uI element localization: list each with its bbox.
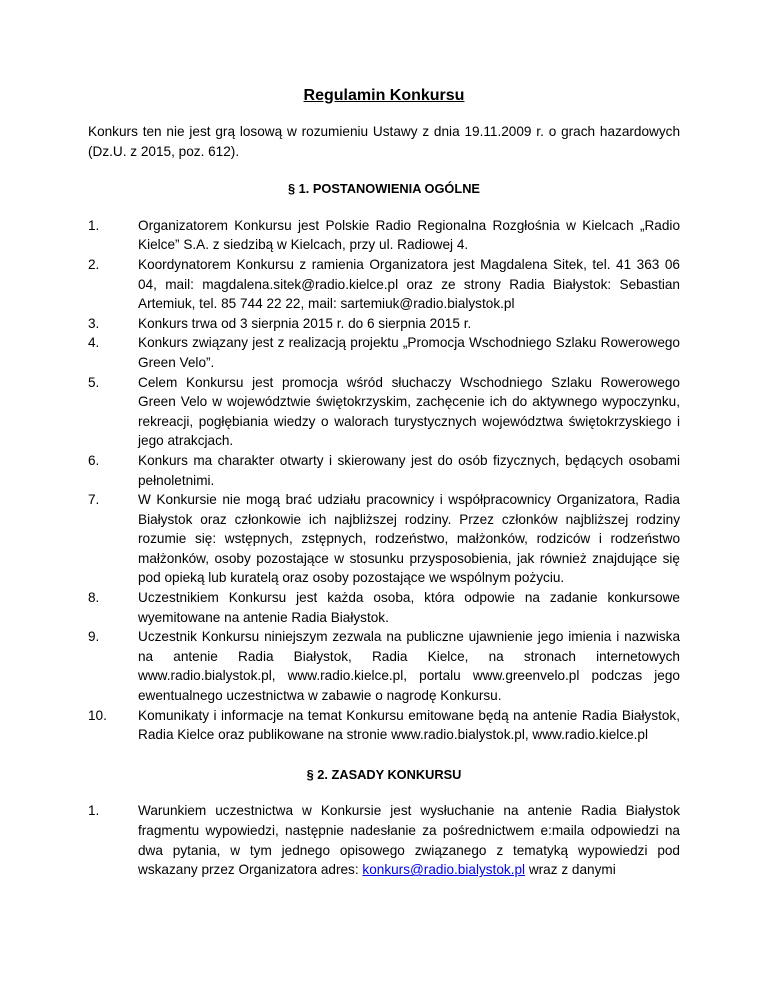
list-item <box>88 373 680 451</box>
item-text: Uczestnikiem Konkursu jest każda osoba, która odpowie na zadanie konkursowe wyemitowane na antenie Radia Białystok. <box>138 590 680 625</box>
item-text <box>138 801 680 879</box>
item-number: 7. <box>88 492 100 508</box>
contest-email-link[interactable]: konkurs@radio.bialystok.pl <box>362 862 526 878</box>
item-text-after-link: wraz z danymi <box>525 862 616 878</box>
item-number: 4. <box>88 335 100 351</box>
list-item <box>88 333 680 372</box>
item-number: 8. <box>88 590 100 606</box>
section-1-heading: § 1. POSTANOWIENIA OGÓLNE <box>288 181 480 197</box>
item-text: Konkurs związany jest z realizacją projektu „Promocja Wschodniego Szlaku Rowerowego Green Velo”. <box>138 335 680 370</box>
item-number: 10. <box>88 707 107 723</box>
item-text: W Konkursie nie mogą brać udziału pracownicy i współpracownicy Organizatora, Radia Białystok oraz członkowie ich najbliższej rodziny. Przez członków najbliższej rodziny rozumie się: wstępnych, zstępnych, rodzeństwo, małżonków, rodziców i rodzeństwo małżonków, osoby pozostające w stosunku przysposobienia, jak również znajdujące się pod opieką lub kuratelą oraz osoby pozostające we wspólnym pożyciu. <box>138 492 680 586</box>
item-number: 5. <box>88 374 100 390</box>
item-number: 9. <box>88 629 100 645</box>
item-number: 2. <box>88 256 100 272</box>
list-item <box>88 490 680 588</box>
item-text-before-link: Warunkiem uczestnictwa w Konkursie jest wysłuchanie na antenie Radia Białystok fragmentu wypowiedzi, następnie nadesłanie za pośrednictwem e:maila odpowiedzi na dwa pytania, w tym jednego opisowego związanego z tematyką wypowiedzi pod wskazany przez Organizatora adres: <box>138 803 680 878</box>
list-item <box>88 588 680 627</box>
item-text: Konkurs ma charakter otwarty i skierowany jest do osób fizycznych, będących osobami pełnoletnimi. <box>138 452 680 488</box>
item-number: 1. <box>88 217 100 233</box>
item-text: Konkurs trwa od 3 sierpnia 2015 r. do 6 sierpnia 2015 r. <box>138 315 472 331</box>
item-text: Organizatorem Konkursu jest Polskie Radio Regionalna Rozgłośnia w Kielcach „Radio Kielce” S.A. z siedzibą w Kielcach, przy ul. Radiowej 4. <box>138 217 680 253</box>
document-title: Regulamin Konkursu <box>303 87 465 104</box>
list-item <box>88 314 680 334</box>
item-number: 6. <box>88 452 100 468</box>
list-item <box>88 801 680 879</box>
item-text: Celem Konkursu jest promocja wśród słuchaczy Wschodniego Szlaku Rowerowego Green Velo w województwie świętokrzyskim, zachęcenie ich do aktywnego wypoczynku, rekreacji, pogłębiania wiedzy o walorach turystycznych województwa świętokrzyskiego i jego atrakcjach. <box>138 374 680 449</box>
list-item <box>88 216 680 255</box>
list-item <box>88 255 680 314</box>
intro-paragraph: Konkurs ten nie jest grą losową w rozumieniu Ustawy z dnia 19.11.2009 r. o grach hazardowych (Dz.U. z 2015, poz. 612). <box>88 124 680 159</box>
list-item <box>88 706 680 745</box>
list-item <box>88 627 680 705</box>
section-2-list <box>88 801 680 879</box>
item-text: Uczestnik Konkursu niniejszym zezwala na publiczne ujawnienie jego imienia i nazwiska na antenie Radia Białystok, Radia Kielce, na stronach internetowych www.radio.bialystok.pl, www.radio.kielce.pl, portalu www.greenvelo.pl podczas jego ewentualnego uczestnictwa w zabawie o nagrodę Konkursu. <box>138 629 680 704</box>
section-1-list <box>88 216 680 745</box>
item-number: 1. <box>88 803 100 819</box>
item-text: Koordynatorem Konkursu z ramienia Organizatora jest Magdalena Sitek, tel. 41 363 06 04, mail: magdalena.sitek@radio.kielce.pl oraz ze strony Radia Białystok: Sebastian Artemiuk, tel. 85 744 22 22, mail: sartemiuk@radio.bialystok.pl <box>138 256 680 312</box>
item-number: 3. <box>88 315 100 331</box>
list-item <box>88 451 680 490</box>
section-2-heading: § 2. ZASADY KONKURSU <box>306 766 462 782</box>
item-text: Komunikaty i informacje na temat Konkursu emitowane będą na antenie Radia Białystok, Radia Kielce oraz publikowane na stronie www.radio.bialystok.pl, www.radio.kielce.pl <box>138 707 680 743</box>
